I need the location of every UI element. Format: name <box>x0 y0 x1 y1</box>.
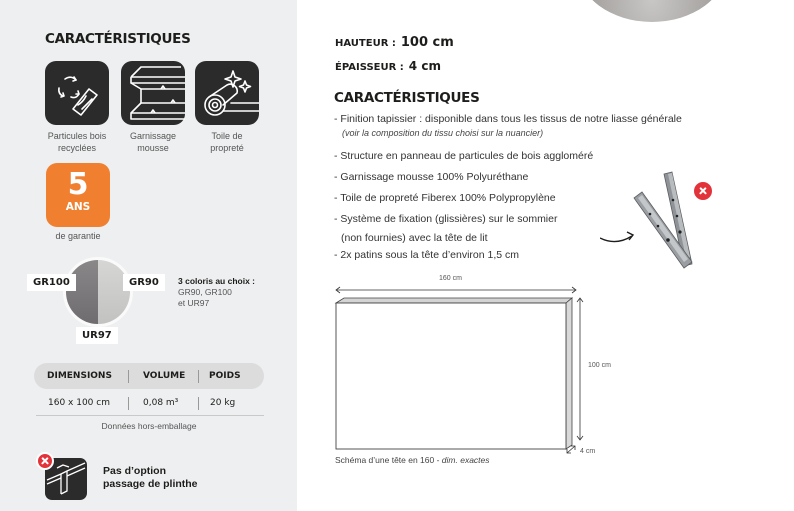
no-option-x-icon <box>36 452 54 470</box>
swatch-label-gr90: GR90 <box>123 274 165 291</box>
height-value: 100 cm <box>400 35 454 50</box>
spec-header-dimensions: DIMENSIONS <box>47 371 112 381</box>
warranty-unit: ANS <box>65 201 91 213</box>
feature-item: - Garnissage mousse 100% Polyuréthane <box>334 171 529 183</box>
panel-front <box>336 303 566 449</box>
caption-line: Toile de <box>211 131 243 141</box>
color-swatch <box>63 257 133 327</box>
spec-divider-line <box>36 415 264 416</box>
feature-item: - Système de fixation (glissières) sur le sommier <box>334 213 558 225</box>
plinthe-line2: passage de plinthe <box>103 478 198 490</box>
clean-fabric-roll-icon <box>195 61 259 125</box>
divider <box>198 397 199 410</box>
icon-caption-fabric <box>187 130 267 154</box>
colors-title: 3 coloris au choix : <box>178 276 255 286</box>
icon-caption-foam <box>113 130 193 154</box>
diagram-caption <box>335 455 490 465</box>
swatch-label-ur97: UR97 <box>76 327 118 344</box>
spec-value-volume: 0,08 m³ <box>143 398 179 408</box>
height-spec <box>335 31 454 50</box>
diagram-depth-label: 4 cm <box>580 448 596 455</box>
headboard-diagram <box>330 270 630 470</box>
swatch-gr90 <box>98 260 130 324</box>
divider <box>128 370 129 383</box>
feature-item: - 2x patins sous la tête d’environ 1,5 cm <box>334 249 520 261</box>
diagram-caption-text: Schéma d’une tête en 160 - <box>335 455 442 465</box>
colors-description <box>178 276 278 309</box>
caption-line: Garnissage <box>129 131 177 141</box>
colors-line1: GR90, GR100 <box>178 287 232 297</box>
foam-layers-icon <box>121 61 185 125</box>
spec-value-weight: 20 kg <box>210 398 236 408</box>
caption-line: recyclées <box>57 143 96 153</box>
thickness-value: 4 cm <box>408 59 441 73</box>
curved-arrow-icon <box>600 236 632 242</box>
diagram-width-label: 160 cm <box>439 275 462 282</box>
plinthe-line1: Pas d’option <box>103 465 166 477</box>
thickness-label: ÉPAISSEUR : <box>335 62 404 73</box>
feature-note: (voir la composition du tissu choisi sur la nuancier) <box>342 128 544 138</box>
warranty-number: 5 <box>67 167 89 202</box>
width-arrow <box>336 287 576 293</box>
feature-item: - Toile de propreté Fiberex 100% Polypropylène <box>334 192 556 204</box>
icon-caption-recycled <box>37 130 117 154</box>
feature-item: - Structure en panneau de particules de bois aggloméré <box>334 150 594 162</box>
caption-line: mousse <box>137 143 169 153</box>
colors-line2: et UR97 <box>178 298 210 308</box>
spec-header-weight: POIDS <box>209 371 241 381</box>
caption-line: Particules bois <box>47 131 107 141</box>
height-label: HAUTEUR : <box>335 38 396 49</box>
divider <box>198 370 199 383</box>
spec-value-dimensions: 160 x 100 cm <box>48 398 110 408</box>
slide-rails-image <box>600 160 700 270</box>
plinthe-text <box>103 465 198 491</box>
panel-top-edge <box>336 298 572 303</box>
swatch-gr100 <box>66 260 98 324</box>
spec-header-volume: VOLUME <box>143 371 186 381</box>
panel-side-edge <box>566 298 572 449</box>
diagram-height-label: 100 cm <box>588 362 611 369</box>
spec-note: Données hors-emballage <box>101 421 197 431</box>
right-heading: CARACTÉRISTIQUES <box>334 90 480 106</box>
left-heading: CARACTÉRISTIQUES <box>45 31 191 47</box>
warranty-badge <box>46 163 110 227</box>
thickness-spec <box>335 55 441 74</box>
warranty-caption: de garantie <box>55 231 101 241</box>
height-arrow <box>577 298 583 440</box>
feature-item: (non fournies) avec la tête de lit <box>341 232 488 244</box>
swatch-label-gr100: GR100 <box>27 274 76 291</box>
divider <box>128 397 129 410</box>
not-included-x-icon <box>692 180 714 202</box>
diagram-caption-italic: dim. exactes <box>441 455 490 465</box>
recycled-wood-icon <box>45 61 109 125</box>
feature-item: - Finition tapissier : disponible dans tous les tissus de notre liasse générale <box>334 113 682 125</box>
caption-line: propreté <box>210 143 244 153</box>
